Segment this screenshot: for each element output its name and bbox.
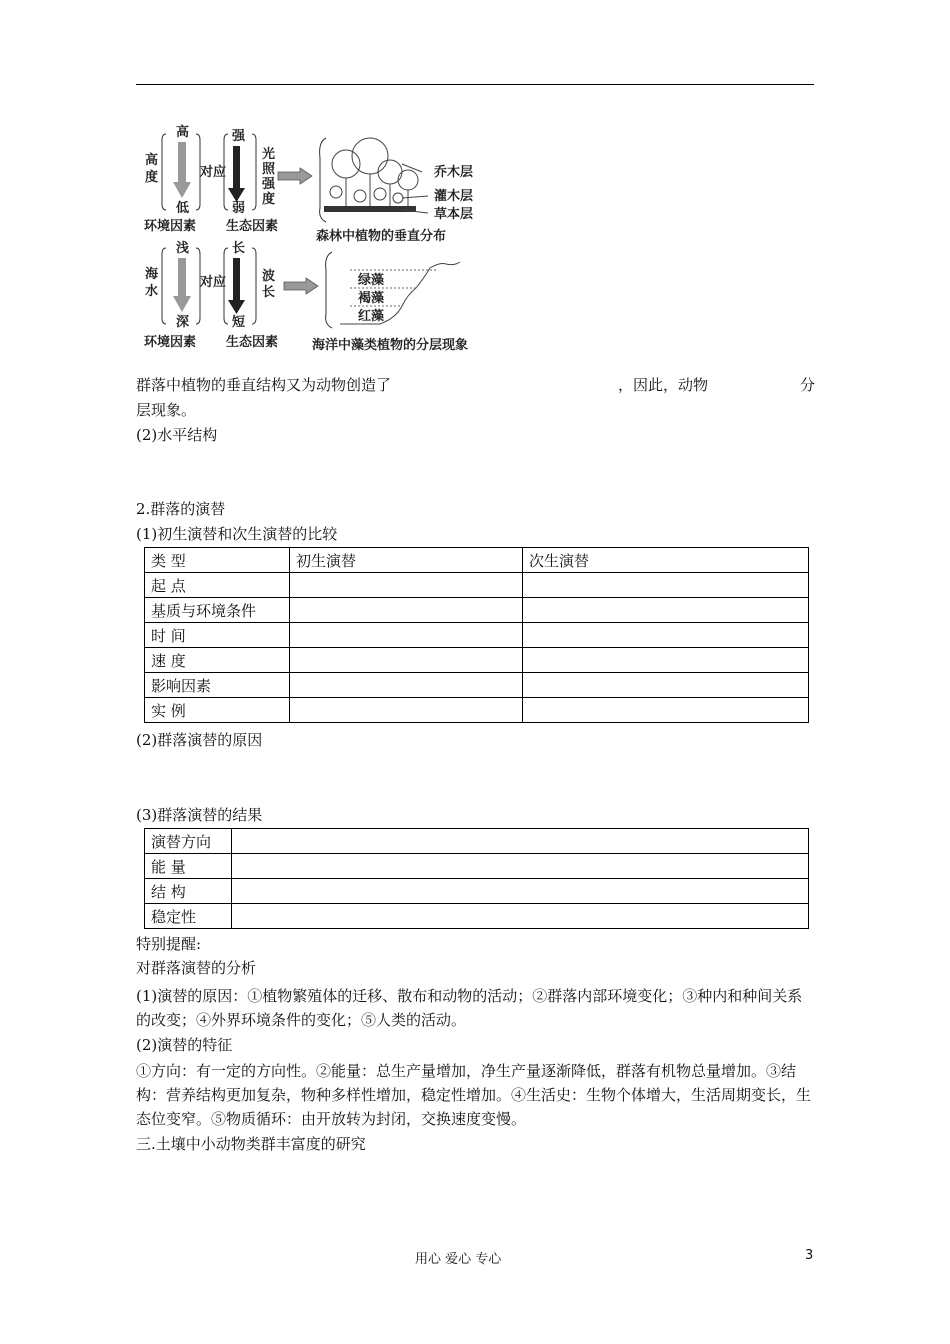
blank-cell[interactable] xyxy=(523,598,809,623)
row-label: 能 量 xyxy=(145,854,232,879)
vertical-text-c: 分 xyxy=(800,376,816,394)
blank-cell[interactable] xyxy=(290,623,523,648)
row-label: 稳定性 xyxy=(145,904,232,929)
row-label: 基质与环境条件 xyxy=(145,598,290,623)
table-header-cell: 类 型 xyxy=(145,548,290,573)
forest-env-label-2: 度 xyxy=(145,170,159,185)
vertical-text-b: ，因此，动物 xyxy=(618,376,709,394)
table-row xyxy=(145,829,809,854)
forest-eco-top: 强 xyxy=(232,129,246,144)
row-label: 实 例 xyxy=(145,698,290,723)
row-label: 影响因素 xyxy=(145,673,290,698)
shrub-layer-pointer xyxy=(402,196,428,198)
ocean-env-top: 浅 xyxy=(176,241,190,256)
blank-cell[interactable] xyxy=(232,829,809,854)
forest-eco-label-1: 光 xyxy=(262,147,276,162)
succession-compare-table xyxy=(144,547,809,723)
blank-cell[interactable] xyxy=(232,879,809,904)
feature-heading: (2)演替的特征 xyxy=(136,1036,233,1054)
blank-cell[interactable] xyxy=(523,648,809,673)
page-number: 3 xyxy=(805,1248,814,1263)
blank-cell[interactable] xyxy=(523,573,809,598)
ocean-eco-arrow-shaft xyxy=(233,258,240,302)
forest-layer-tree: 乔木层 xyxy=(434,165,474,180)
table-row xyxy=(145,854,809,879)
ocean-eco-bracket-r xyxy=(252,248,256,324)
table-header-row xyxy=(145,548,809,573)
stratification-figure xyxy=(140,118,490,363)
table-row xyxy=(145,698,809,723)
blank-cell[interactable] xyxy=(523,673,809,698)
vertical-structure-line xyxy=(136,374,814,396)
tip-heading: 特别提醒: xyxy=(136,935,202,953)
row-label: 时 间 xyxy=(145,623,290,648)
forest-caption: 森林中植物的垂直分布 xyxy=(316,229,447,244)
table-row xyxy=(145,623,809,648)
ocean-eco-label-1: 波 xyxy=(262,269,276,284)
forest-eco-bottom: 弱 xyxy=(232,201,246,216)
table-row xyxy=(145,648,809,673)
blank-cell[interactable] xyxy=(290,573,523,598)
table-row xyxy=(145,598,809,623)
ocean-eco-bottom: 短 xyxy=(232,315,246,330)
ocean-eco-top: 长 xyxy=(232,241,246,256)
header-rule xyxy=(136,84,814,85)
analysis-heading: 对群落演替的分析 xyxy=(136,959,257,977)
cause-paragraph: (1)演替的原因：①植物繁殖体的迁移、散布和动物的活动；②群落内部环境变化；③种内和种间关系的改变；④外界环境条件的变化；⑤人类的活动。 xyxy=(136,987,803,1029)
succession-heading: 2.群落的演替 xyxy=(136,500,226,518)
forest-layer-shrub: 灌木层 xyxy=(434,189,474,204)
ocean-env-label-1: 海 xyxy=(145,267,159,282)
blank-cell[interactable] xyxy=(290,698,523,723)
ocean-bracket xyxy=(326,252,332,328)
ocean-env-bracket xyxy=(162,248,166,324)
ocean-env-bottom: 深 xyxy=(176,315,190,330)
table-row xyxy=(145,573,809,598)
ocean-env-label-2: 水 xyxy=(145,284,159,299)
forest-eco-label-3: 强 xyxy=(262,177,276,192)
horizontal-structure-heading: (2)水平结构 xyxy=(136,426,218,444)
forest-env-arrow-head xyxy=(173,182,191,198)
forest-env-top: 高 xyxy=(176,125,190,140)
table-header-cell: 初生演替 xyxy=(290,548,523,573)
ocean-env-caption: 环境因素 xyxy=(144,335,197,350)
blank-cell[interactable] xyxy=(290,648,523,673)
forest-layer-herb: 草本层 xyxy=(434,207,474,222)
vertical-text-a: 群落中植物的垂直结构又为动物创造了 xyxy=(136,376,392,394)
result-heading: (3)群落演替的结果 xyxy=(136,806,263,824)
table-row xyxy=(145,673,809,698)
ocean-layer-brown: 褐藻 xyxy=(358,291,385,306)
cause-heading: (2)群落演替的原因 xyxy=(136,731,263,749)
ocean-eco-label-2: 长 xyxy=(262,285,276,300)
ocean-caption: 海洋中藻类植物的分层现象 xyxy=(312,338,469,353)
table-row xyxy=(145,879,809,904)
forest-eco-caption: 生态因素 xyxy=(226,219,279,234)
ocean-layer-green: 绿藻 xyxy=(358,273,385,288)
ocean-env-arrow-shaft xyxy=(178,258,186,296)
forest-eco-arrow-head xyxy=(228,188,245,202)
vertical-structure-line2: 层现象。 xyxy=(136,401,197,419)
blank-cell[interactable] xyxy=(290,673,523,698)
forest-env-caption: 环境因素 xyxy=(144,219,197,234)
forest-eco-bracket-r xyxy=(252,134,256,210)
blank-cell[interactable] xyxy=(290,598,523,623)
forest-env-bracket xyxy=(162,134,166,210)
forest-env-arrow-shaft xyxy=(178,142,186,182)
blank-cell[interactable] xyxy=(523,623,809,648)
table-header-cell: 次生演替 xyxy=(523,548,809,573)
forest-corresponds: 对应 xyxy=(200,165,227,180)
feature-paragraph: ①方向：有一定的方向性。②能量：总生产量增加，净生产量逐渐降低，群落有机物总量增加。③结构：营养结构更加复杂，物种多样性增加，稳定性增加。④生活史：生物个体增大，生活周期变长，生态位变窄。⑤物质循环：由开放转为封闭，交换速度变慢。 xyxy=(136,1062,812,1128)
blank-cell[interactable] xyxy=(232,904,809,929)
forest-env-bottom: 低 xyxy=(176,201,190,216)
forest-eco-label-4: 度 xyxy=(262,192,276,207)
ocean-layer-red: 红藻 xyxy=(358,309,385,324)
ocean-eco-arrow-head xyxy=(228,300,245,314)
succession-result-table xyxy=(144,828,809,929)
ocean-env-arrow-head xyxy=(173,296,191,312)
section-three-heading: 三.土壤中小动物类群丰富度的研究 xyxy=(136,1135,366,1153)
forest-eco-label-2: 照 xyxy=(262,162,276,177)
compare-heading: (1)初生演替和次生演替的比较 xyxy=(136,525,338,543)
row-label: 演替方向 xyxy=(145,829,232,854)
footer-slogan: 用心 爱心 专心 xyxy=(415,1252,502,1267)
forest-big-arrow xyxy=(278,168,312,184)
blank-cell[interactable] xyxy=(232,854,809,879)
blank-cell[interactable] xyxy=(523,698,809,723)
forest-env-label-1: 高 xyxy=(145,153,159,168)
forest-undergrowth xyxy=(324,206,416,212)
ocean-corresponds: 对应 xyxy=(200,275,227,290)
row-label: 结 构 xyxy=(145,879,232,904)
forest-trees xyxy=(330,138,418,210)
table-row xyxy=(145,904,809,929)
ocean-big-arrow xyxy=(284,278,318,294)
row-label: 速 度 xyxy=(145,648,290,673)
ocean-eco-caption: 生态因素 xyxy=(226,335,279,350)
row-label: 起 点 xyxy=(145,573,290,598)
forest-eco-arrow-shaft xyxy=(233,146,240,190)
